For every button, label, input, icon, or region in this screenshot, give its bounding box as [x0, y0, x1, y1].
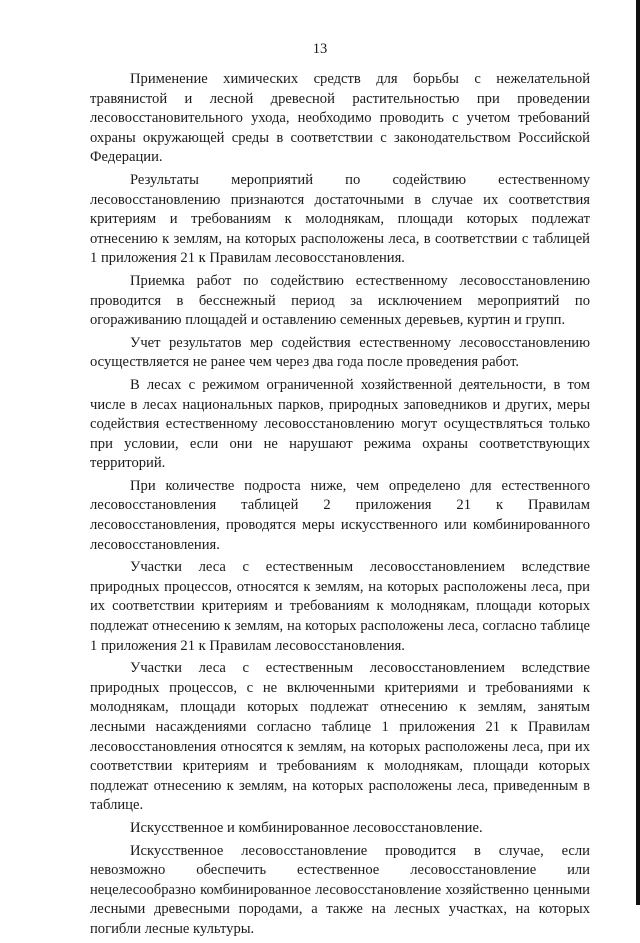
paragraph-natural-regeneration-plots: Участки леса с естественным лесовосстановлением вследствие природных процессов, относятся к землям, на которых расположены леса, при их соответствии критериям и требованиям к молоднякам, площади которых подлежат отнесению к землям, на которых расположены леса, согласно таблице 1 приложения 21 к Правилам лесовосстановления.: [90, 559, 590, 654]
document-body: [90, 70, 590, 943]
scan-edge-border: [636, 0, 640, 905]
section-heading-artificial-combined: Искусственное и комбинированное лесовосстановление.: [130, 819, 483, 836]
page-number: 13: [312, 41, 328, 57]
paragraph-acceptance-of-works: Приемка работ по содействию естественному лесовосстановлению проводится в бесснежный период за исключением мероприятий по огораживанию площадей и оставлению семенных деревьев, куртин и групп.: [90, 272, 590, 329]
paragraph-undergrowth-quantity: При количестве подроста ниже, чем определено для естественного лесовосстановления таблицей 2 приложения 21 к Правилам лесовосстановления, проводятся меры искусственного или комбинированного лесовосстановления.: [90, 477, 590, 553]
paragraph-artificial-regeneration: Искусственное лесовосстановление проводится в случае, если невозможно обеспечить естественное лесовосстановление или нецелесообразно комбинированное лесовосстановление хозяйственно ценными лесными древесными породами, а также на лесных участках, на которых погибли лесные культуры.: [90, 842, 590, 937]
paragraph-plots-not-included-criteria: Участки леса с естественным лесовосстановлением вследствие природных процессов, с не включенными критериями и требованиями к молоднякам, площади которых подлежат отнесению к землям, занятым лесными насаждениями согласно таблице 1 приложения 21 к Правилам лесовосстановления относятся к землям, на которых расположены леса, при их соответствии критериям и требованиям к молоднякам, площади которых подлежат отнесению к землям, на которых расположены леса, приведенным в таблице.: [90, 660, 590, 814]
paragraph-restricted-forests: В лесах с режимом ограниченной хозяйственной деятельности, в том числе в лесах национальных парков, природных заповедников и других, меры содействия естественному лесовосстановлению могут осуществляться только при условии, если они не нарушают режима охраны соответствующих территорий.: [90, 376, 590, 472]
paragraph-results-sufficient: Результаты мероприятий по содействию естественному лесовосстановлению признаются достаточными в случае их соответствия критериям и требованиям к молоднякам, площади которых подлежат отнесению к землям, на которых расположены леса, в соответствии с таблицей 1 приложения 21 к Правилам лесовосстановления.: [90, 171, 590, 267]
paragraph-accounting-results: Учет результатов мер содействия естественному лесовосстановлению осуществляется не ранее чем через два года после проведения работ.: [90, 334, 590, 371]
paragraph-chemical-means: Применение химических средств для борьбы с нежелательной травянистой и лесной древесной растительностью при проведении лесовосстановительного ухода, необходимо проводить с учетом требований охраны окружающей среды в соответствии с законодательством Российской Федерации.: [90, 71, 590, 166]
